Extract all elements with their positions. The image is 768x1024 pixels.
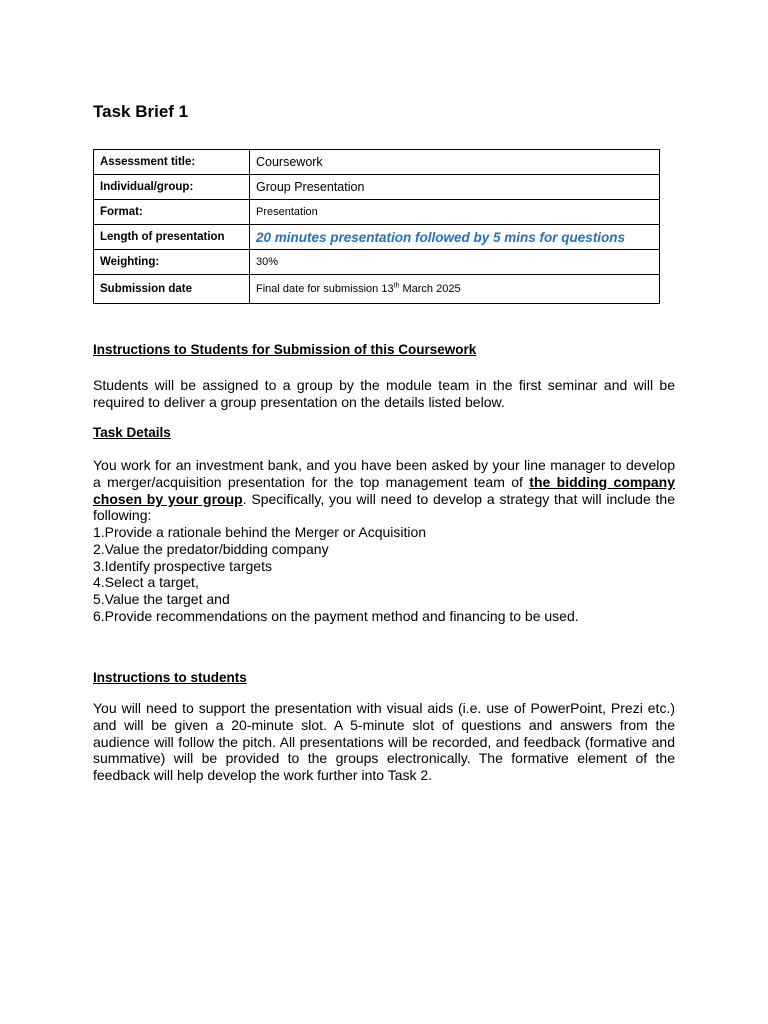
submission-instructions-heading: Instructions to Students for Submission of this Coursework [93, 342, 477, 357]
list-item: 5.Value the target and [93, 591, 230, 608]
table-row [94, 275, 660, 304]
assessment-info-table [93, 149, 660, 304]
table-row [94, 225, 660, 250]
table-row [94, 150, 660, 175]
row-value: Group Presentation [250, 175, 660, 200]
row-value: Coursework [250, 150, 660, 175]
row-label: Assessment title: [94, 150, 250, 175]
submission-date-value: Final date for submission 13th March 2025 [250, 275, 660, 304]
list-item: 1.Provide a rationale behind the Merger or Acquisition [93, 524, 427, 540]
task-details-heading: Task Details [93, 425, 171, 440]
row-value: Presentation [250, 200, 660, 225]
bidding-company-emphasis: the bidding company chosen by your group [93, 473, 676, 507]
row-label: Weighting: [94, 250, 250, 275]
table-row [94, 175, 660, 200]
table-row [94, 250, 660, 275]
list-item: 6.Provide recommendations on the payment method and financing to be used. [93, 607, 579, 624]
row-label: Length of presentation [94, 225, 250, 250]
task-details-text: You work for an investment bank, and you have been asked by your line manager to develop a merger/acquisition presentation for the top management team of the bidding company chosen by your group. Specifically, you will need to develop a strategy that will include the following: [93, 457, 676, 524]
list-item: 4.Select a target, [93, 574, 199, 591]
list-item: 3.Identify prospective targets [93, 557, 272, 574]
student-instructions-text: You will need to support the presentation with visual aids (i.e. use of PowerPoint, Prezi etc.) and will be given a 20-minute slot. A 5-minute slot of questions and answers from the audience will follow the pitch. All presentations will be recorded, and feedback (formative and summative) will be provided to the groups electronically. The formative element of the feedback will help develop the work further into Task 2. [93, 700, 675, 784]
task-list [93, 524, 675, 625]
table-row [94, 200, 660, 225]
row-label: Individual/group: [94, 175, 250, 200]
student-instructions-heading: Instructions to students [93, 670, 247, 685]
row-value: 30% [250, 250, 660, 275]
page-title: Task Brief 1 [93, 102, 189, 121]
submission-instructions-text: Students will be assigned to a group by the module team in the first seminar and will be required to deliver a group presentation on the details listed below. [93, 377, 675, 410]
presentation-length-value: 20 minutes presentation followed by 5 mins for questions [250, 225, 660, 250]
row-label: Format: [94, 200, 250, 225]
list-item: 2.Value the predator/bidding company [93, 540, 329, 557]
row-label: Submission date [94, 275, 250, 304]
